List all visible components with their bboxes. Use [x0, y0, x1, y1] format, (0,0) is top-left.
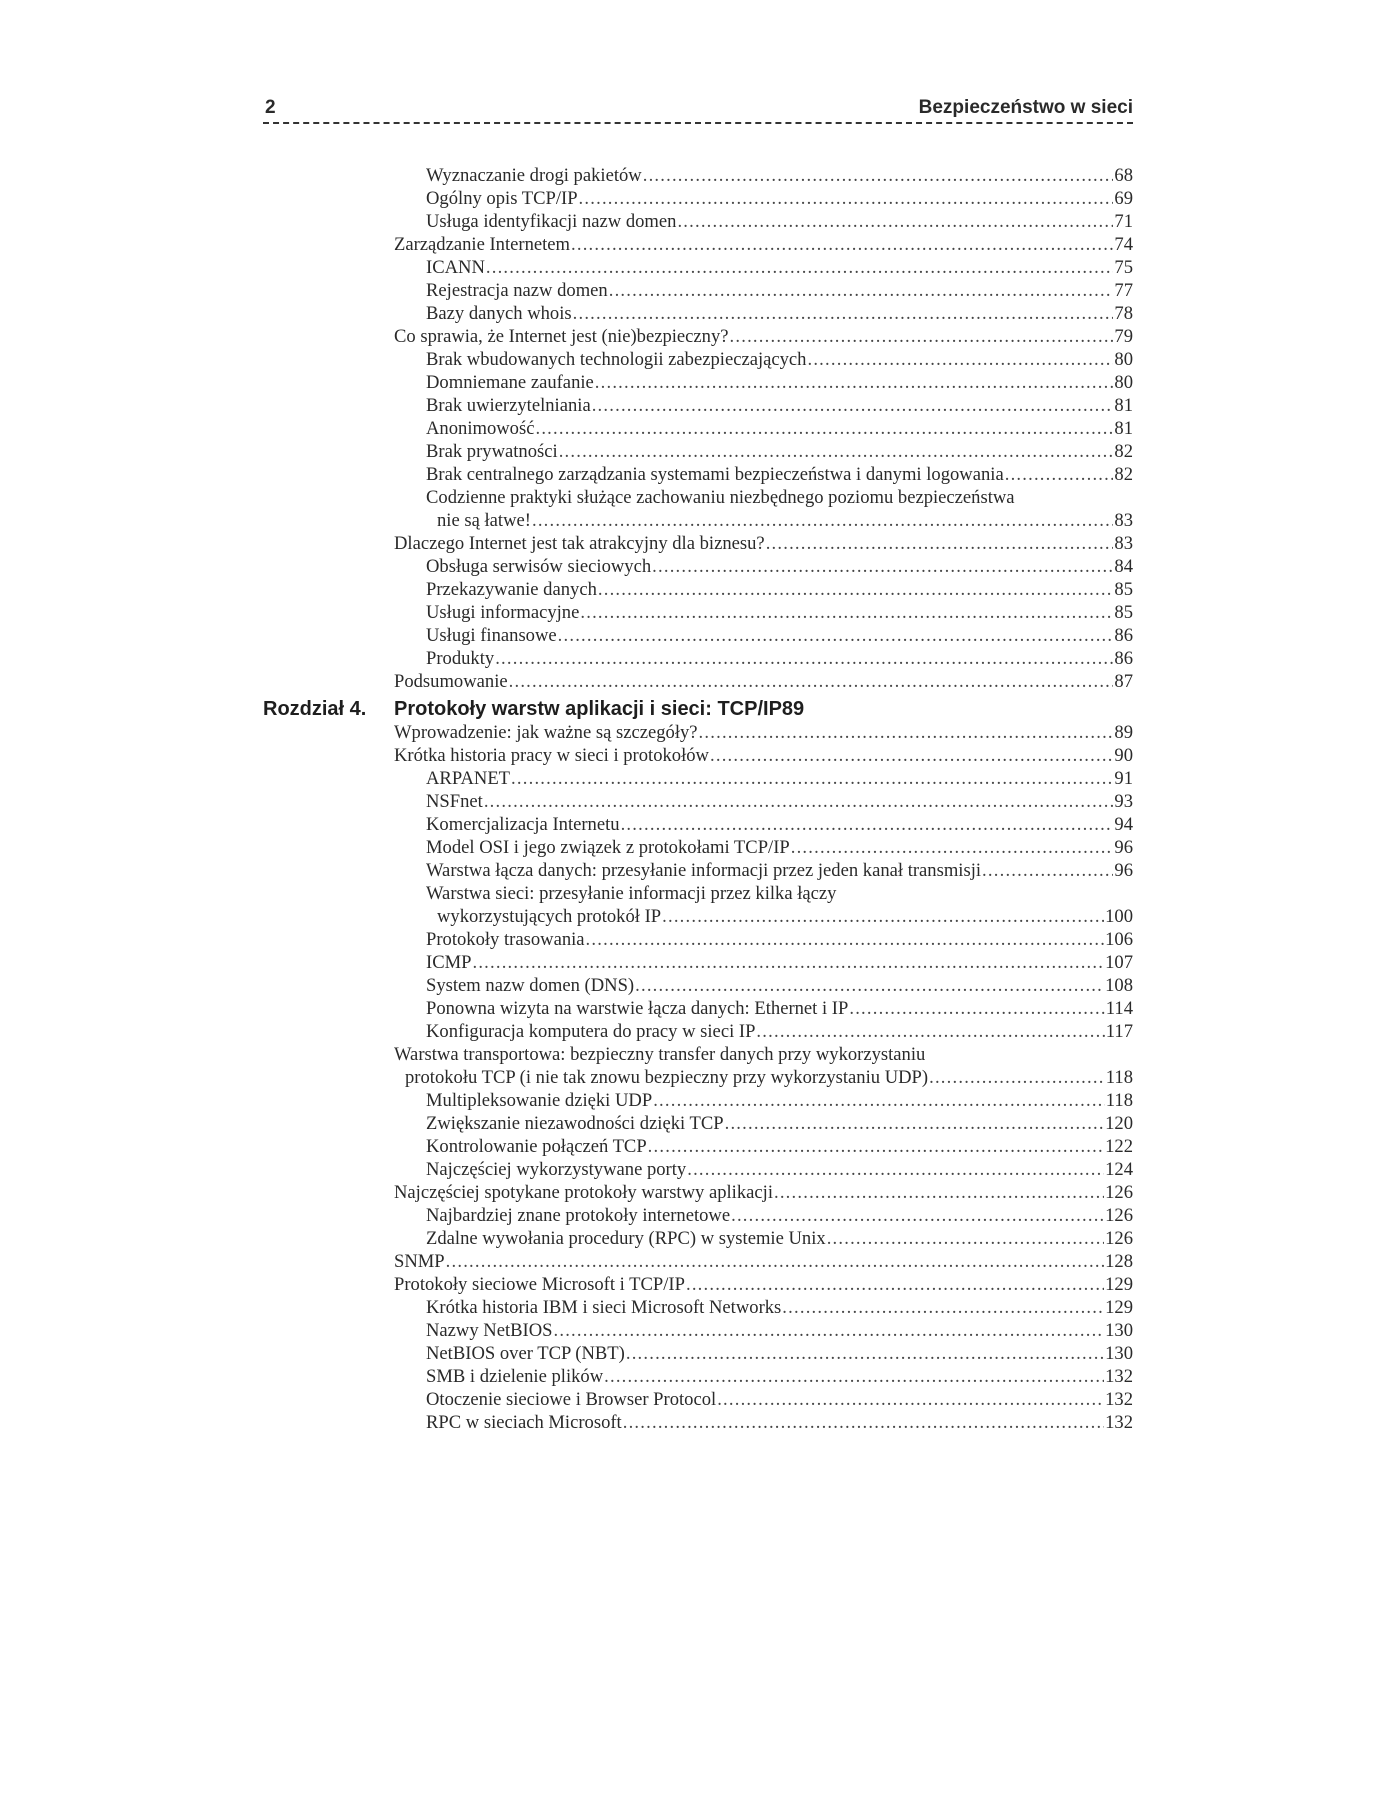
toc-page-number: 87 — [1114, 671, 1133, 692]
dot-leader — [710, 744, 1113, 767]
dot-leader — [699, 721, 1114, 744]
dot-leader — [929, 1066, 1105, 1089]
toc-page-number: 96 — [1114, 860, 1133, 881]
toc-page-number: 81 — [1114, 418, 1133, 439]
toc-entry-title: Zarządzanie Internetem — [394, 234, 571, 255]
toc-entry[interactable] — [426, 1388, 1133, 1411]
toc-entry-title: Otoczenie sieciowe i Browser Protocol — [426, 1389, 717, 1410]
dot-leader — [621, 813, 1114, 836]
toc-page-number: 94 — [1114, 814, 1133, 835]
dot-leader — [579, 187, 1114, 210]
toc-page-number: 78 — [1114, 303, 1133, 324]
toc-entry[interactable] — [426, 1089, 1133, 1112]
toc-entry-title: SNMP — [394, 1251, 445, 1272]
dot-leader — [791, 836, 1114, 859]
toc-entry-title: Nazwy NetBIOS — [426, 1320, 553, 1341]
toc-entry-title: Dlaczego Internet jest tak atrakcyjny dla biznesu? — [394, 533, 765, 554]
toc-entry-title: Przekazywanie danych — [426, 579, 597, 600]
toc-entry[interactable] — [426, 440, 1133, 463]
chapter-page-number: 89 — [781, 698, 805, 720]
dot-leader — [495, 647, 1113, 670]
toc-page-number: 126 — [1105, 1228, 1133, 1249]
dot-leader — [623, 1411, 1104, 1434]
toc-page-number: 129 — [1105, 1274, 1133, 1295]
toc-entry[interactable] — [426, 790, 1133, 813]
toc-entry[interactable] — [394, 1181, 1133, 1204]
dot-leader — [511, 767, 1113, 790]
toc-entry[interactable] — [426, 555, 1133, 578]
toc-page-number: 126 — [1105, 1182, 1133, 1203]
toc-page-number: 71 — [1114, 211, 1133, 232]
dot-leader — [982, 859, 1113, 882]
toc-entry-title: Zdalne wywołania procedury (RPC) w systemie Unix — [426, 1228, 826, 1249]
toc-page-number: 129 — [1105, 1297, 1133, 1318]
toc-entry[interactable] — [426, 647, 1133, 670]
dot-leader — [677, 210, 1113, 233]
toc-entry[interactable] — [426, 348, 1133, 371]
toc-entry[interactable] — [426, 997, 1133, 1020]
dot-leader — [472, 951, 1104, 974]
toc-entry[interactable] — [394, 325, 1133, 348]
dot-leader — [446, 1250, 1104, 1273]
toc-entry[interactable] — [394, 744, 1133, 767]
dot-leader — [609, 279, 1114, 302]
dot-leader — [717, 1388, 1104, 1411]
dot-leader — [598, 578, 1114, 601]
dot-leader — [782, 1296, 1104, 1319]
toc-entry[interactable] — [426, 601, 1133, 624]
toc-entry-title: Brak prywatności — [426, 441, 558, 462]
header-rule — [263, 122, 1133, 124]
toc-page-number: 74 — [1114, 234, 1133, 255]
page-header — [263, 93, 1133, 123]
toc-entry-title: Model OSI i jego związek z protokołami TCP/IP — [426, 837, 790, 858]
dot-leader — [626, 1342, 1104, 1365]
toc-entry[interactable] — [437, 509, 1133, 532]
toc-entry[interactable] — [426, 1135, 1133, 1158]
toc-page-number: 118 — [1105, 1067, 1133, 1088]
dot-leader — [1005, 463, 1114, 486]
dot-leader — [595, 371, 1114, 394]
toc-entry[interactable] — [394, 721, 1133, 744]
toc-entry-title: Ogólny opis TCP/IP — [426, 188, 578, 209]
toc-entry[interactable] — [426, 1342, 1133, 1365]
toc-entry-title: Obsługa serwisów sieciowych — [426, 556, 652, 577]
toc-entry[interactable] — [426, 836, 1133, 859]
dot-leader — [643, 164, 1114, 187]
toc-entry-title: Domniemane zaufanie — [426, 372, 594, 393]
dot-leader — [766, 532, 1114, 555]
toc-page-number: 128 — [1105, 1251, 1133, 1272]
toc-page-number: 84 — [1114, 556, 1133, 577]
toc-entry-title: Usługi informacyjne — [426, 602, 580, 623]
dot-leader — [558, 624, 1114, 647]
chapter-label: Rozdział 4. — [263, 698, 367, 720]
toc-entry[interactable] — [394, 670, 1133, 693]
toc-entry-title: Podsumowanie — [394, 671, 508, 692]
toc-page-number: 81 — [1114, 395, 1133, 416]
toc-page-number: 85 — [1114, 602, 1133, 623]
toc-entry[interactable] — [426, 256, 1133, 279]
toc-entry[interactable] — [426, 1411, 1133, 1434]
toc-entry-title: Najczęściej wykorzystywane porty — [426, 1159, 687, 1180]
dot-leader — [774, 1181, 1104, 1204]
toc-entry-title: Ponowna wizyta na warstwie łącza danych: Ethernet i IP — [426, 998, 849, 1019]
toc-entry[interactable] — [394, 532, 1133, 555]
toc-entry[interactable] — [426, 279, 1133, 302]
toc-page-number: 90 — [1114, 745, 1133, 766]
toc-entry-title: Krótka historia IBM i sieci Microsoft Networks — [426, 1297, 782, 1318]
toc-entry-title: SMB i dzielenie plików — [426, 1366, 604, 1387]
dot-leader — [604, 1365, 1104, 1388]
toc-entry-title: Co sprawia, że Internet jest (nie)bezpieczny? — [394, 326, 729, 347]
dot-leader — [554, 1319, 1105, 1342]
toc-entry-title: Brak wbudowanych technologii zabezpieczających — [426, 349, 807, 370]
dot-leader — [756, 1020, 1104, 1043]
toc-entry-title-line: Codzienne praktyki służące zachowaniu niezbędnego poziomu bezpieczeństwa — [426, 487, 1015, 508]
dot-leader — [532, 509, 1113, 532]
toc-entry-title-line: Warstwa transportowa: bezpieczny transfer danych przy wykorzystaniu — [394, 1044, 926, 1065]
toc-page-number: 86 — [1114, 648, 1133, 669]
toc-entry[interactable] — [426, 1319, 1133, 1342]
toc-entry-title: Brak uwierzytelniania — [426, 395, 591, 416]
dot-leader — [652, 555, 1113, 578]
toc-page-number: 107 — [1105, 952, 1133, 973]
toc-page-number: 132 — [1105, 1389, 1133, 1410]
toc-entry[interactable] — [426, 859, 1133, 882]
toc-entry-title: Kontrolowanie połączeń TCP — [426, 1136, 647, 1157]
toc-page-number: 80 — [1114, 349, 1133, 370]
toc-entry[interactable] — [394, 233, 1133, 256]
toc-page-number: 100 — [1105, 906, 1133, 927]
toc-entry[interactable] — [394, 1273, 1133, 1296]
toc-entry[interactable] — [426, 624, 1133, 647]
toc-entry-title: ICMP — [426, 952, 472, 973]
toc-page-number: 91 — [1114, 768, 1133, 789]
toc-entry-title: Brak centralnego zarządzania systemami bezpieczeństwa i danymi logowania — [426, 464, 1004, 485]
toc-entry-title: Komercjalizacja Internetu — [426, 814, 620, 835]
toc-entry[interactable] — [426, 813, 1133, 836]
toc-entry-title: Rejestracja nazw domen — [426, 280, 608, 301]
dot-leader — [635, 974, 1104, 997]
toc-entry-title: Produkty — [426, 648, 495, 669]
toc-page-number: 106 — [1105, 929, 1133, 950]
toc-entry-title: Anonimowość — [426, 418, 535, 439]
toc-entry-title: nie są łatwe! — [437, 510, 531, 531]
toc-page-number: 132 — [1105, 1366, 1133, 1387]
dot-leader — [827, 1227, 1104, 1250]
toc-entry[interactable] — [426, 1112, 1133, 1135]
toc-entry-title-line: Warstwa sieci: przesyłanie informacji przez kilka łączy — [426, 883, 837, 904]
dot-leader — [686, 1273, 1104, 1296]
dot-leader — [586, 928, 1105, 951]
toc-entry-title: NetBIOS over TCP (NBT) — [426, 1343, 625, 1364]
toc-entry-title: wykorzystujących protokół IP — [437, 906, 662, 927]
toc-page-number: 83 — [1114, 510, 1133, 531]
toc-entry[interactable] — [394, 1250, 1133, 1273]
dot-leader — [653, 1089, 1105, 1112]
toc-page-number: 96 — [1114, 837, 1133, 858]
toc-entry-title: Multipleksowanie dzięki UDP — [426, 1090, 653, 1111]
chapter-heading[interactable] — [263, 695, 1133, 723]
toc-page-number: 117 — [1105, 1021, 1133, 1042]
toc-entry[interactable] — [405, 1066, 1133, 1089]
dot-leader — [573, 302, 1114, 325]
toc-entry[interactable] — [426, 1020, 1133, 1043]
toc-entry-title: Protokoły trasowania — [426, 929, 585, 950]
dot-leader — [731, 1204, 1104, 1227]
dot-leader — [571, 233, 1113, 256]
dot-leader — [559, 440, 1114, 463]
toc-entry[interactable] — [426, 951, 1133, 974]
dot-leader — [535, 417, 1113, 440]
toc-entry[interactable] — [426, 1365, 1133, 1388]
toc-entry[interactable] — [426, 1158, 1133, 1181]
toc-page-number: 130 — [1105, 1320, 1133, 1341]
toc-page-number: 80 — [1114, 372, 1133, 393]
toc-page-number: 120 — [1105, 1113, 1133, 1134]
toc-page-number: 89 — [1114, 722, 1133, 743]
dot-leader — [484, 790, 1114, 813]
dot-leader — [592, 394, 1114, 417]
dot-leader — [648, 1135, 1104, 1158]
toc-page-number: 132 — [1105, 1412, 1133, 1433]
toc-entry[interactable] — [426, 1227, 1133, 1250]
toc-page-number: 79 — [1114, 326, 1133, 347]
toc-page-number: 108 — [1105, 975, 1133, 996]
toc-page-number: 122 — [1105, 1136, 1133, 1157]
dot-leader — [662, 905, 1104, 928]
toc-entry[interactable] — [437, 905, 1133, 928]
toc-entry-title: ARPANET — [426, 768, 511, 789]
toc-entry-title: Bazy danych whois — [426, 303, 572, 324]
toc-entry[interactable] — [426, 767, 1133, 790]
toc-entry[interactable] — [426, 974, 1133, 997]
toc-page-number: 118 — [1105, 1090, 1133, 1111]
toc-entry[interactable] — [426, 187, 1133, 210]
toc-page-number: 68 — [1114, 165, 1133, 186]
toc-entry-title: NSFnet — [426, 791, 483, 812]
toc-entry-title: protokołu TCP (i nie tak znowu bezpieczny przy wykorzystaniu UDP) — [405, 1067, 929, 1088]
toc-entry-title: Warstwa łącza danych: przesyłanie informacji przez jeden kanał transmisji — [426, 860, 982, 881]
toc-entry[interactable] — [426, 463, 1133, 486]
toc-entry[interactable] — [426, 417, 1133, 440]
toc-entry[interactable] — [426, 394, 1133, 417]
toc-entry-title: Najbardziej znane protokoły internetowe — [426, 1205, 731, 1226]
toc-page-number: 85 — [1114, 579, 1133, 600]
toc-entry-title: Protokoły sieciowe Microsoft i TCP/IP — [394, 1274, 685, 1295]
page-number: 2 — [265, 97, 276, 118]
chapter-title: Protokoły warstw aplikacji i sieci: TCP/IP — [394, 698, 782, 720]
running-title: Bezpieczeństwo w sieci — [918, 97, 1133, 118]
toc-page-number: 93 — [1114, 791, 1133, 812]
dot-leader — [725, 1112, 1105, 1135]
toc-entry-title: Zwiększanie niezawodności dzięki TCP — [426, 1113, 724, 1134]
toc-entry-title: ICANN — [426, 257, 485, 278]
toc-entry-title: System nazw domen (DNS) — [426, 975, 635, 996]
toc-page-number: 86 — [1114, 625, 1133, 646]
toc-entry-title: Usługa identyfikacji nazw domen — [426, 211, 677, 232]
toc-entry-title: RPC w sieciach Microsoft — [426, 1412, 622, 1433]
toc-entry[interactable] — [426, 928, 1133, 951]
toc-page-number: 69 — [1114, 188, 1133, 209]
toc-page-number: 114 — [1105, 998, 1133, 1019]
toc-entry-title: Najczęściej spotykane protokoły warstwy aplikacji — [394, 1182, 773, 1203]
toc-page-number: 75 — [1114, 257, 1133, 278]
dot-leader — [687, 1158, 1104, 1181]
dot-leader — [486, 256, 1114, 279]
toc-entry-title: Konfiguracja komputera do pracy w sieci IP — [426, 1021, 756, 1042]
toc-page-number: 130 — [1105, 1343, 1133, 1364]
toc-entry[interactable] — [426, 578, 1133, 601]
toc-entry[interactable] — [426, 210, 1133, 233]
toc-entry-title: Usługi finansowe — [426, 625, 557, 646]
dot-leader — [807, 348, 1113, 371]
toc-entry[interactable] — [426, 302, 1133, 325]
dot-leader — [580, 601, 1113, 624]
toc-page-number: 124 — [1105, 1159, 1133, 1180]
toc-entry-title: Wyznaczanie drogi pakietów — [426, 165, 642, 186]
toc-page-number: 82 — [1114, 464, 1133, 485]
toc-entry[interactable] — [426, 164, 1133, 187]
toc-entry[interactable] — [426, 371, 1133, 394]
toc-page-number: 82 — [1114, 441, 1133, 462]
toc-page-number: 126 — [1105, 1205, 1133, 1226]
toc-entry[interactable] — [426, 1204, 1133, 1227]
toc-entry-title: Krótka historia pracy w sieci i protokołów — [394, 745, 709, 766]
toc-page-number: 77 — [1114, 280, 1133, 301]
toc-page-number: 83 — [1114, 533, 1133, 554]
dot-leader — [730, 325, 1114, 348]
toc-entry-title: Wprowadzenie: jak ważne są szczegóły? — [394, 722, 698, 743]
toc-entry[interactable] — [426, 1296, 1133, 1319]
dot-leader — [849, 997, 1104, 1020]
dot-leader — [509, 670, 1114, 693]
